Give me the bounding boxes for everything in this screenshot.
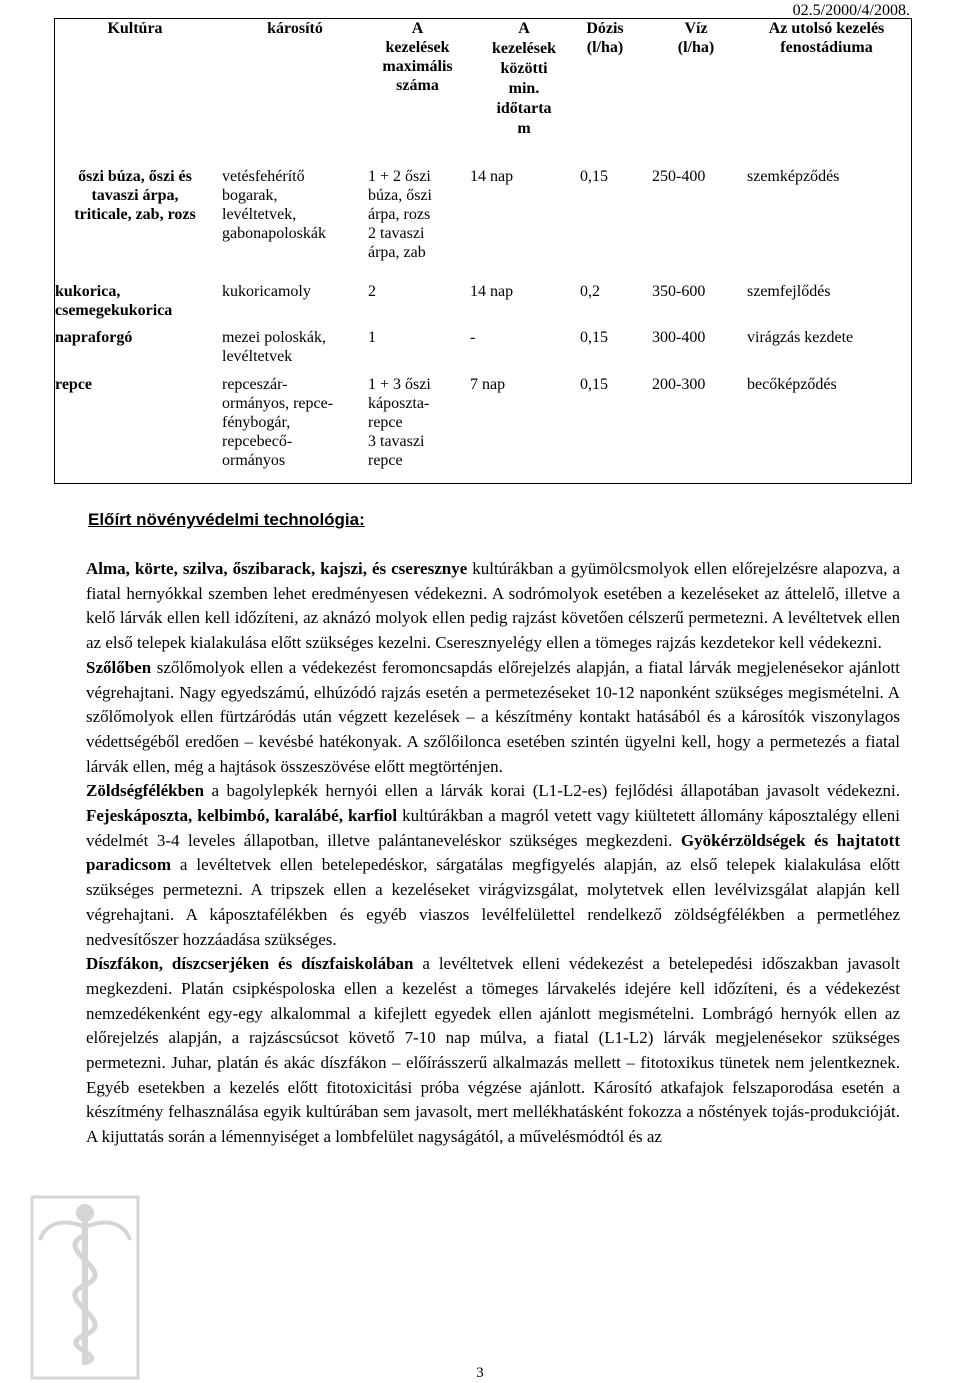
row1-count: 1 + 2 őszi búza, őszi árpa, rozs 2 tavaszi árpa, zab — [368, 168, 432, 261]
bold-term: Gyökérzöldségek és hajtatott paradicsom — [86, 830, 900, 875]
bold-term: Zöldségfélékben — [86, 781, 205, 801]
page-number: 3 — [476, 1365, 484, 1381]
row3-crop: napraforgó — [55, 329, 133, 346]
row2-dose: 0,2 — [580, 283, 600, 300]
row2-stage: szemfejlődés — [747, 283, 831, 300]
row2-interval: 14 nap — [470, 283, 514, 300]
row1-crop: őszi búza, őszi és tavaszi árpa, triticale, zab, rozs — [74, 168, 196, 223]
header-stage: Az utolsó kezelés fenostádiuma — [768, 20, 885, 56]
row4-pest: repceszár- ormányos, repce- fénybogár, repcebecő- ormányos — [222, 376, 334, 469]
bold-term: Alma, körte, szilva, őszibarack, kajszi, és cseresznye — [86, 559, 468, 578]
row4-stage: becőképződés — [747, 376, 837, 393]
dosage-table — [54, 18, 912, 484]
row4-crop: repce — [55, 376, 93, 393]
row2-crop: kukorica, csemegekukorica — [55, 283, 173, 319]
row3-pest: mezei poloskák, levéltetvek — [222, 329, 326, 365]
body-text — [86, 557, 900, 1150]
row3-count: 1 — [368, 329, 376, 346]
row4-dose: 0,15 — [580, 376, 608, 393]
row2-water: 350-600 — [652, 283, 706, 300]
row2-pest: kukoricamoly — [222, 283, 311, 300]
row4-interval: 7 nap — [470, 376, 506, 393]
header-kultura: Kultúra — [107, 20, 163, 37]
header-karosito: károsító — [267, 20, 323, 37]
paragraph: Szőlőben szőlőmolyok ellen a védekezést feromoncsapdás előrejelzés alapján, a fiatal lárvák megjelenésekor ajánlott végrehajtani. Nagy egyedszámú, elhúzódó rajzás esetén a permetezéseket 10-12 naponként szükséges megismételni. A szőlőmolyok ellen fürtzáródás után végzett kezelések – a készítmény kontakt hatásából és a károsítók viszonylagos védettségéből eredően – kevésbé hatékonyak. A szőlőilonca esetében szintén ügyelni kell, hogy a permetezés a fiatal lárvák ellen, még a hajtások összeszövése előtt megtörténjen. — [86, 657, 900, 776]
paragraph: Díszfákon, díszcserjéken és díszfaiskolában a levéltetvek elleni védekezést a betelepedési időszakban javasolt megkezdeni. Platán csipkéspoloska ellen a kezelést a tömeges lárvakelés idejére kell időzíteni, és a védekezést nemzedékenként egy-egy alkalommal a kifejlett egyedek ellen ajánlott megismételni. Lombrágó hernyók ellen az előrejelzés alapján, a rajzáscsúcsot követő 7-10 nap múlva, a fiatal (L1-L2) lárvák megjelenésekor szükséges permetezni. Juhar, platán és akác díszfákon – előírásszerű alkalmazás mellett – fitotoxikus tünetek nem jelentkeznek. Egyéb esetekben a kezelés előtt fitotoxicitási próba végzése ajánlott. Károsító atkafajok felszaporodása esetén a készítmény felhasználása egyik kultúrában sem javasolt, mert mellékhatásként fokozza a nőstények tojás-produkcióját. A kijuttatás során a lémennyiséget a lombfelület nagyságától, a művelésmódtól és az — [86, 954, 900, 1147]
row1-pest: vetésfehérítő bogarak, levéltetvek, gabonapoloskák — [222, 168, 326, 242]
paragraph: Alma, körte, szilva, őszibarack, kajszi, és cseresznye kultúrákban a gyümölcsmolyok ellen előrejelzésre alapozva, a fiatal hernyókkal szemben lehet eredményesen védekezni. A sodrómolyok esetében a kezeléseket az áttelelő, illetve a kelő lárvák ellen kell időzíteni, az aknázó molyok ellen pedig rajzást követően célszerű permetezni. A levéltetvek ellen az első telepek kialakulása előtt szükséges kezelni. Cseresznyelégy ellen a tömeges rajzás kezdetekor kell védekezni. — [86, 559, 900, 653]
header-interval: A kezelések közötti min. időtarta m — [492, 20, 556, 137]
row3-interval: - — [470, 329, 476, 346]
header-max-count: A kezelések maximális száma — [382, 20, 453, 94]
row1-stage: szemképződés — [747, 168, 840, 185]
bold-term: Díszfákon, díszcserjéken és díszfaiskolában — [86, 954, 414, 974]
row4-count: 1 + 3 őszi káposzta- repce 3 tavaszi repce — [368, 376, 431, 469]
row1-dose: 0,15 — [580, 168, 608, 185]
row3-stage: virágzás kezdete — [747, 329, 854, 346]
row2-count: 2 — [368, 283, 376, 300]
paragraph: Zöldségfélékben a bagolylepkék hernyói ellen a lárvák korai (L1-L2-es) fejlődési állapotában javasolt védekezni. Fejeskáposzta, kelbimbó, karalábé, karfiol kultúrákban a magról vetett vagy kiültetett állomány káposztalégy elleni védelmét 3-4 leveles állapotban, illetve palántaneveléskor szükséges megkezdeni. Gyökérzöldségek és hajtatott paradicsom a levéltetvek ellen betelepedéskor, sárgatálas megfigyelés alapján, az első telepek kialakulása előtt szükséges permetezni. A tripszek ellen a kezeléseket virágvizsgálat, molytetvek ellen levélvizsgálat alapján kell végrehajtani. A káposztafélékben és egyéb viaszos levélfelülettel rendelkező zöldségfélékben a permetléhez nedvesítőszer hozzáadása szükséges. — [86, 781, 900, 949]
row4-water: 200-300 — [652, 376, 706, 393]
caduceus-seal-icon — [30, 1195, 140, 1380]
bold-term: Szőlőben — [86, 657, 152, 677]
header-water: Víz (l/ha) — [677, 20, 715, 56]
row3-water: 300-400 — [652, 329, 706, 346]
bold-term: Fejeskáposzta, kelbimbó, karalábé, karfiol — [86, 806, 398, 826]
row3-dose: 0,15 — [580, 329, 608, 346]
section-title: Előírt növényvédelmi technológia: — [88, 510, 365, 529]
header-dose: Dózis (l/ha) — [586, 20, 624, 56]
row1-water: 250-400 — [652, 168, 706, 185]
row1-interval: 14 nap — [470, 168, 514, 185]
document-date: 02.5/2000/4/2008. — [792, 2, 910, 19]
